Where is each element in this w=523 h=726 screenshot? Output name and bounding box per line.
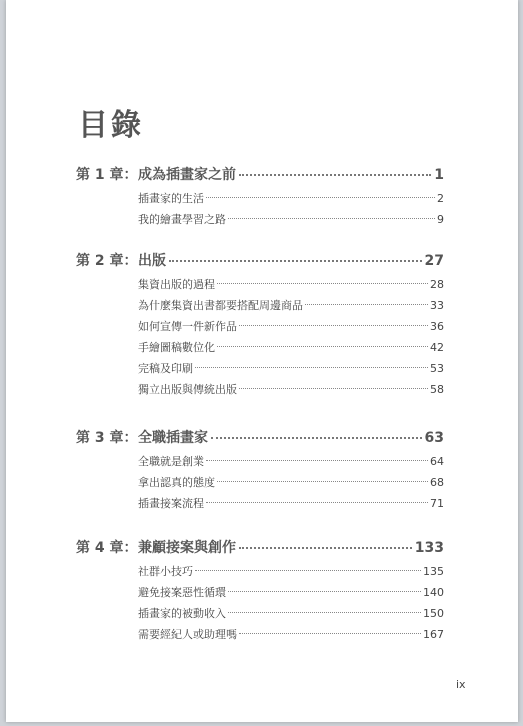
chapter-number: 第 3 章：	[76, 430, 138, 446]
dot-leader	[239, 547, 412, 549]
section-page: 53	[430, 362, 444, 375]
section-title: 避免接案惡性循環	[138, 586, 226, 599]
section-title: 需要經紀人或助理嗎	[138, 628, 237, 641]
section-entry[interactable]	[138, 624, 444, 645]
chapter-2	[76, 250, 444, 400]
section-title: 插畫家的生活	[138, 192, 204, 205]
section-title: 社群小技巧	[138, 565, 193, 578]
section-title: 手繪圖稿數位化	[138, 341, 215, 354]
dot-leader	[217, 283, 428, 284]
section-entry[interactable]	[138, 582, 444, 603]
dot-leader	[305, 304, 428, 305]
section-page: 140	[423, 586, 444, 599]
dot-leader	[169, 260, 422, 262]
section-title: 全職就是創業	[138, 455, 204, 468]
section-page: 9	[437, 213, 444, 226]
chapter-page: 133	[414, 540, 444, 556]
chapter-heading[interactable]	[76, 427, 444, 447]
section-entry[interactable]	[138, 316, 444, 337]
chapter-number: 第 1 章：	[76, 167, 138, 183]
section-title: 為什麼集資出書都要搭配周邊商品	[138, 299, 303, 312]
chapter-3	[76, 427, 444, 514]
document-page	[6, 0, 518, 722]
chapter-title: 成為插畫家之前	[138, 167, 236, 183]
section-page: 64	[430, 455, 444, 468]
dot-leader	[228, 612, 421, 613]
section-page: 135	[423, 565, 444, 578]
dot-leader	[206, 460, 428, 461]
chapter-number: 第 2 章：	[76, 253, 138, 269]
section-entry[interactable]	[138, 603, 444, 624]
section-page: 2	[437, 192, 444, 205]
section-title: 我的繪畫學習之路	[138, 213, 226, 226]
section-entry[interactable]	[138, 451, 444, 472]
section-entry[interactable]	[138, 274, 444, 295]
section-entry[interactable]	[138, 209, 444, 230]
chapter-page: 63	[424, 430, 444, 446]
section-page: 68	[430, 476, 444, 489]
chapter-4	[76, 537, 444, 645]
page-number: ix	[456, 678, 466, 691]
section-list	[138, 188, 444, 230]
dot-leader	[206, 502, 428, 503]
section-entry[interactable]	[138, 472, 444, 493]
section-page: 36	[430, 320, 444, 333]
section-title: 拿出認真的態度	[138, 476, 215, 489]
section-entry[interactable]	[138, 493, 444, 514]
section-entry[interactable]	[138, 561, 444, 582]
dot-leader	[239, 174, 431, 176]
dot-leader	[206, 197, 435, 198]
dot-leader	[195, 570, 421, 571]
section-title: 插畫接案流程	[138, 497, 204, 510]
section-page: 167	[423, 628, 444, 641]
section-title: 獨立出版與傳統出版	[138, 383, 237, 396]
section-entry[interactable]	[138, 295, 444, 316]
section-page: 58	[430, 383, 444, 396]
section-entry[interactable]	[138, 337, 444, 358]
section-entry[interactable]	[138, 188, 444, 209]
chapter-title: 出版	[138, 253, 166, 269]
chapter-1	[76, 164, 444, 230]
section-list	[138, 274, 444, 400]
section-page: 28	[430, 278, 444, 291]
section-page: 71	[430, 497, 444, 510]
dot-leader	[195, 367, 428, 368]
chapter-title: 兼顧接案與創作	[138, 540, 236, 556]
dot-leader	[211, 437, 422, 439]
chapter-page: 27	[424, 253, 444, 269]
section-title: 完稿及印刷	[138, 362, 193, 375]
chapter-heading[interactable]	[76, 164, 444, 184]
section-title: 插畫家的被動收入	[138, 607, 226, 620]
section-list	[138, 561, 444, 645]
section-list	[138, 451, 444, 514]
dot-leader	[217, 481, 428, 482]
dot-leader	[239, 633, 421, 634]
dot-leader	[239, 325, 428, 326]
chapter-number: 第 4 章：	[76, 540, 138, 556]
section-title: 集資出版的過程	[138, 278, 215, 291]
dot-leader	[228, 591, 421, 592]
chapter-heading[interactable]	[76, 537, 444, 557]
section-page: 33	[430, 299, 444, 312]
section-page: 42	[430, 341, 444, 354]
dot-leader	[228, 218, 435, 219]
section-title: 如何宣傳一件新作品	[138, 320, 237, 333]
chapter-heading[interactable]	[76, 250, 444, 270]
chapter-title: 全職插畫家	[138, 430, 208, 446]
chapter-page: 1	[434, 167, 444, 183]
section-entry[interactable]	[138, 379, 444, 400]
toc-title: 目錄	[78, 108, 144, 143]
dot-leader	[217, 346, 428, 347]
section-page: 150	[423, 607, 444, 620]
section-entry[interactable]	[138, 358, 444, 379]
dot-leader	[239, 388, 428, 389]
